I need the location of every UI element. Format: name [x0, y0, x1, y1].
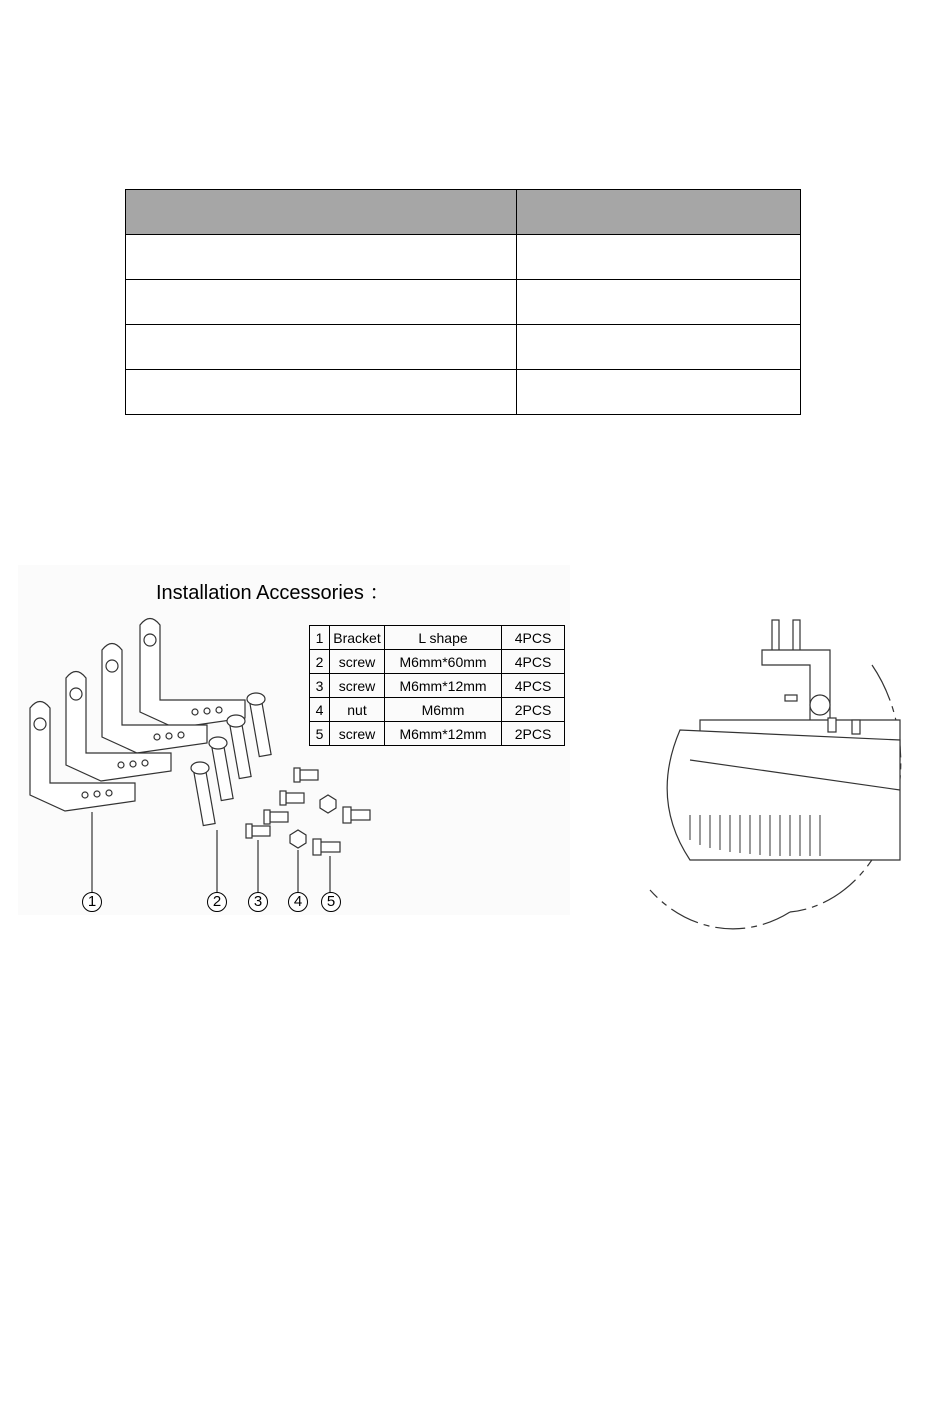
item-spec: M6mm*12mm	[385, 674, 502, 698]
callout-1: 1	[82, 892, 102, 912]
row-number: 4	[310, 698, 330, 722]
item-qty: 2PCS	[502, 698, 565, 722]
callout-4: 4	[288, 892, 308, 912]
item-name: screw	[330, 650, 385, 674]
table-row	[310, 722, 565, 746]
item-name: screw	[330, 722, 385, 746]
callout-5: 5	[321, 892, 341, 912]
item-spec: M6mm*60mm	[385, 650, 502, 674]
table-row	[310, 650, 565, 674]
installation-detail-drawing	[650, 620, 901, 929]
accessories-table	[309, 625, 565, 746]
item-qty: 2PCS	[502, 722, 565, 746]
item-qty: 4PCS	[502, 650, 565, 674]
item-qty: 4PCS	[502, 626, 565, 650]
item-spec: M6mm*12mm	[385, 722, 502, 746]
table-row	[310, 674, 565, 698]
row-number: 3	[310, 674, 330, 698]
row-number: 1	[310, 626, 330, 650]
item-name: Bracket	[330, 626, 385, 650]
row-number: 2	[310, 650, 330, 674]
item-name: screw	[330, 674, 385, 698]
item-spec: L shape	[385, 626, 502, 650]
item-name: nut	[330, 698, 385, 722]
row-number: 5	[310, 722, 330, 746]
screw-drawing	[246, 768, 370, 855]
table-row	[310, 626, 565, 650]
table-row	[310, 698, 565, 722]
accessories-title: Installation Accessories ：	[156, 582, 390, 604]
item-spec: M6mm	[385, 698, 502, 722]
callout-2: 2	[207, 892, 227, 912]
item-qty: 4PCS	[502, 674, 565, 698]
bracket-drawing	[30, 619, 245, 812]
callout-3: 3	[248, 892, 268, 912]
